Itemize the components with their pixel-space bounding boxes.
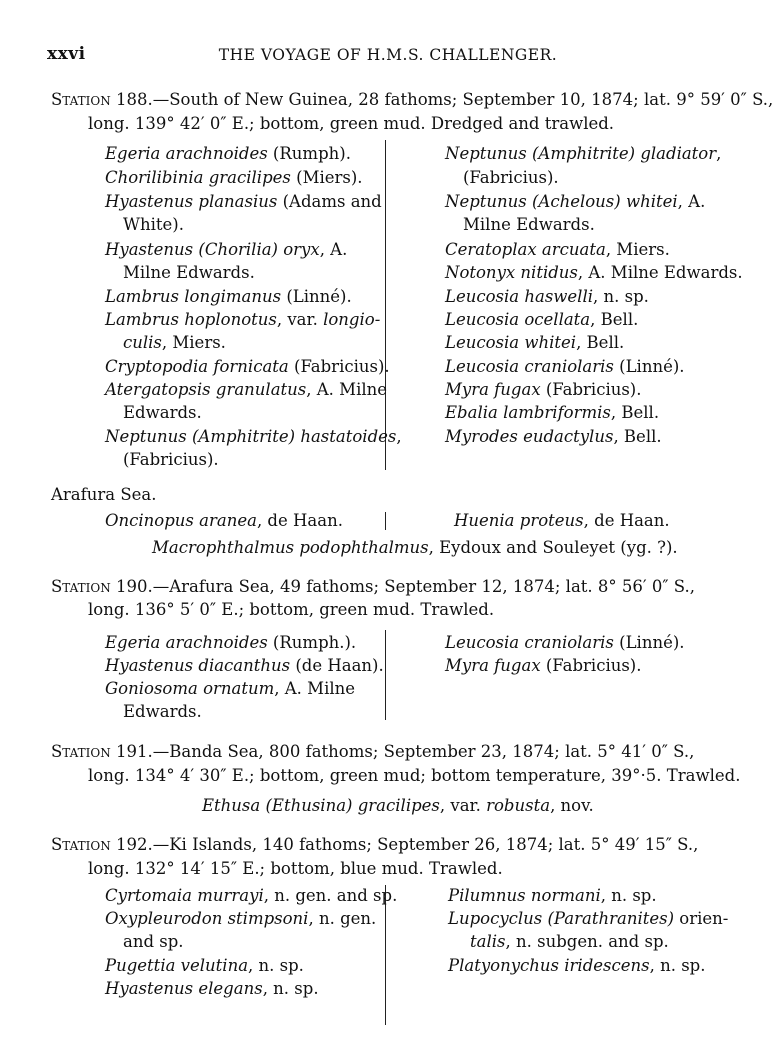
species-entry-cont: and sp.	[123, 932, 184, 951]
species-entry: Lambrus hoplonotus, var. longio-	[105, 310, 381, 329]
species-entry-cont: Edwards.	[123, 403, 202, 422]
species-entry: Hyastenus (Chorilia) oryx, A.	[105, 240, 348, 259]
species-entry: Pugettia velutina, n. sp.	[105, 956, 304, 975]
column-divider	[385, 140, 386, 470]
species-entry: Oncinopus aranea, de Haan.	[105, 511, 343, 530]
species-entry-cont: Milne Edwards.	[463, 215, 595, 234]
station-191-line-1: Station 191.—Banda Sea, 800 fathoms; September 23, 1874; lat. 5° 41′ 0″ S.,	[51, 742, 695, 761]
species-entry-cont: Edwards.	[123, 702, 202, 721]
species-entry-cont: culis, Miers.	[123, 333, 226, 352]
species-entry: Myrodes eudactylus, Bell.	[445, 427, 662, 446]
species-entry: Hyastenus elegans, n. sp.	[105, 979, 319, 998]
species-entry: Cryptopodia fornicata (Fabricius).	[105, 357, 390, 376]
species-entry: Myra fugax (Fabricius).	[445, 380, 642, 399]
species-entry-cont: (Fabricius).	[123, 450, 219, 469]
species-entry: Neptunus (Amphitrite) hastatoides,	[105, 427, 402, 446]
station-188-line-2: long. 139° 42′ 0″ E.; bottom, green mud. Dredged and trawled.	[88, 114, 615, 133]
station-192-line-2: long. 132° 14′ 15″ E.; bottom, blue mud. Trawled.	[88, 859, 503, 878]
species-entry: Neptunus (Amphitrite) gladiator,	[445, 144, 722, 163]
species-entry: Oxypleurodon stimpsoni, n. gen.	[105, 909, 377, 928]
station-192-line-1: Station 192.—Ki Islands, 140 fathoms; September 26, 1874; lat. 5° 49′ 15″ S.,	[51, 835, 699, 854]
species-entry: Leucosia craniolaris (Linné).	[445, 357, 685, 376]
species-entry: Leucosia ocellata, Bell.	[445, 310, 639, 329]
arafura-heading: Arafura Sea.	[51, 485, 157, 504]
station-188-line-1: Station 188.—South of New Guinea, 28 fathoms; September 10, 1874; lat. 9° 59′ 0″ S.,	[51, 90, 774, 109]
species-entry-center: Ethusa (Ethusina) gracilipes, var. robusta, nov.	[202, 796, 594, 815]
species-entry: Hyastenus planasius (Adams and	[105, 192, 382, 211]
species-entry: Huenia proteus, de Haan.	[454, 511, 670, 530]
species-entry: Myra fugax (Fabricius).	[445, 656, 642, 675]
species-entry-cont: Milne Edwards.	[123, 263, 255, 282]
station-190-line-1: Station 190.—Arafura Sea, 49 fathoms; September 12, 1874; lat. 8° 56′ 0″ S.,	[51, 577, 696, 596]
species-entry-cont: (Fabricius).	[463, 168, 559, 187]
species-entry: Chorilibinia gracilipes (Miers).	[105, 168, 363, 187]
species-entry: Hyastenus diacanthus (de Haan).	[105, 656, 384, 675]
species-entry: Atergatopsis granulatus, A. Milne	[105, 380, 388, 399]
species-entry: Ebalia lambriformis, Bell.	[445, 403, 660, 422]
species-entry: Goniosoma ornatum, A. Milne	[105, 679, 356, 698]
species-entry: Neptunus (Achelous) whitei, A.	[445, 192, 706, 211]
species-entry: Leucosia craniolaris (Linné).	[445, 633, 685, 652]
page-number: xxvi	[47, 44, 86, 64]
station-label: Station 191.	[51, 742, 153, 761]
species-entry: Egeria arachnoides (Rumph.).	[105, 633, 357, 652]
species-entry: Notonyx nitidus, A. Milne Edwards.	[445, 263, 743, 282]
running-title: THE VOYAGE OF H.M.S. CHALLENGER.	[218, 46, 558, 64]
station-label: Station 190.	[51, 577, 153, 596]
species-entry: Lupocyclus (Parathranites) orien-	[448, 909, 729, 928]
species-entry-cont: talis, n. subgen. and sp.	[470, 932, 669, 951]
species-entry: Leucosia whitei, Bell.	[445, 333, 625, 352]
station-191-line-2: long. 134° 4′ 30″ E.; bottom, green mud; bottom temperature, 39°·5. Trawled.	[88, 766, 741, 785]
station-label: Station 192.	[51, 835, 153, 854]
species-entry-center: Macrophthalmus podophthalmus, Eydoux and Souleyet (yg. ?).	[152, 538, 678, 557]
species-entry: Lambrus longimanus (Linné).	[105, 287, 352, 306]
species-entry: Leucosia haswelli, n. sp.	[445, 287, 649, 306]
species-entry: Pilumnus normani, n. sp.	[448, 886, 657, 905]
species-entry: Egeria arachnoides (Rumph).	[105, 144, 351, 163]
species-entry-cont: White).	[123, 215, 184, 234]
column-divider	[385, 512, 386, 530]
station-label: Station 188.	[51, 90, 153, 109]
station-190-line-2: long. 136° 5′ 0″ E.; bottom, green mud. Trawled.	[88, 600, 495, 619]
species-entry: Platyonychus iridescens, n. sp.	[448, 956, 706, 975]
species-entry: Cyrtomaia murrayi, n. gen. and sp.	[105, 886, 398, 905]
column-divider	[385, 630, 386, 720]
species-entry: Ceratoplax arcuata, Miers.	[445, 240, 670, 259]
